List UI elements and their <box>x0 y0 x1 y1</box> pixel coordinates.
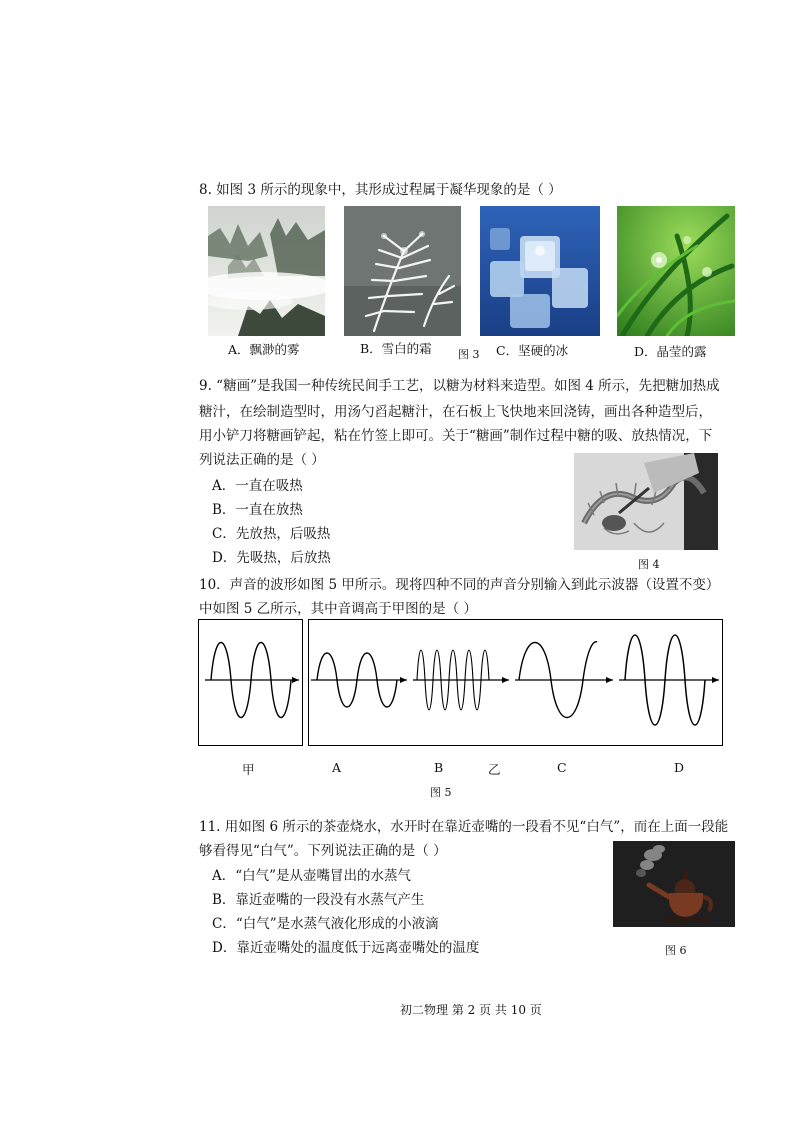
q11-option-a: A．“白气”是从壶嘴冒出的水蒸气 <box>212 868 412 884</box>
waveform-jia-box <box>198 619 303 746</box>
q9-option-d: D．先吸热，后放热 <box>212 550 331 566</box>
fog-photo <box>208 206 325 336</box>
q9-option-c: C．先放热，后吸热 <box>212 526 331 542</box>
q9-line-3: 用小铲刀将糖画铲起，粘在竹签上即可。关于“糖画”制作过程中糖的吸、放热情况，下 <box>199 428 713 444</box>
q9-line-2: 糖汁，在绘制造型时，用汤勺舀起糖汁，在石板上飞快地来回浇铸，画出各种造型后， <box>199 404 712 420</box>
q8-stem: 8. 如图 3 所示的现象中，其形成过程属于凝华现象的是（ ） <box>199 182 562 198</box>
waveform-d <box>619 635 719 725</box>
q11-option-b: B．靠近壶嘴的一段没有水蒸气产生 <box>212 892 425 908</box>
waveform-jia <box>199 620 301 744</box>
sugar-painting-photo <box>574 453 718 550</box>
figure-6-label: 图 6 <box>665 944 687 957</box>
waveform-yi-box <box>308 619 723 746</box>
q8-option-b: B．雪白的霜 <box>360 341 432 356</box>
label-jia: 甲 <box>242 762 255 777</box>
q9-option-a: A．一直在吸热 <box>212 478 303 494</box>
figure-5-label: 图 5 <box>430 786 452 799</box>
figure-3-label: 图 3 <box>458 348 480 361</box>
label-d: D <box>674 760 685 775</box>
q8-option-d: D．晶莹的露 <box>634 344 707 359</box>
label-yi: 乙 <box>488 762 501 777</box>
q11-line-2: 够看得见“白气”。下列说法正确的是（ ） <box>199 843 447 859</box>
label-c: C <box>557 760 567 775</box>
label-a: A <box>332 760 342 775</box>
q9-line-4: 列说法正确的是（ ） <box>199 452 325 468</box>
q10-line-1: 10．声音的波形如图 5 甲所示。现将四种不同的声音分别输入到此示波器（设置不变） <box>199 577 720 593</box>
dew-photo <box>617 206 735 336</box>
q11-line-1: 11. 用如图 6 所示的茶壶烧水，水开时在靠近壶嘴的一段看不见“白气”，而在上面一段能 <box>199 819 729 835</box>
q11-option-d: D．靠近壶嘴处的温度低于远离壶嘴处的温度 <box>212 940 480 956</box>
teapot-photo <box>613 841 735 927</box>
waveform-a <box>311 653 407 707</box>
q10-line-2: 中如图 5 乙所示，其中音调高于甲图的是（ ） <box>199 601 477 617</box>
q9-line-1: 9. “糖画”是我国一种传统民间手工艺，以糖为材料来造型。如图 4 所示，先把糖加热成 <box>199 378 720 394</box>
figure-4-label: 图 4 <box>638 558 660 571</box>
q8-option-c: C．坚硬的冰 <box>496 343 569 358</box>
q8-option-a: A．飘渺的雾 <box>228 342 300 357</box>
page-footer: 初二物理 第 2 页 共 10 页 <box>400 1003 542 1017</box>
ice-photo <box>480 206 600 336</box>
frost-photo <box>344 206 461 336</box>
label-b: B <box>434 760 444 775</box>
q9-option-b: B．一直在放热 <box>212 502 303 518</box>
waveform-b <box>413 650 509 710</box>
waveform-c <box>515 642 613 718</box>
q11-option-c: C．“白气”是水蒸气液化形成的小液滴 <box>212 916 439 932</box>
